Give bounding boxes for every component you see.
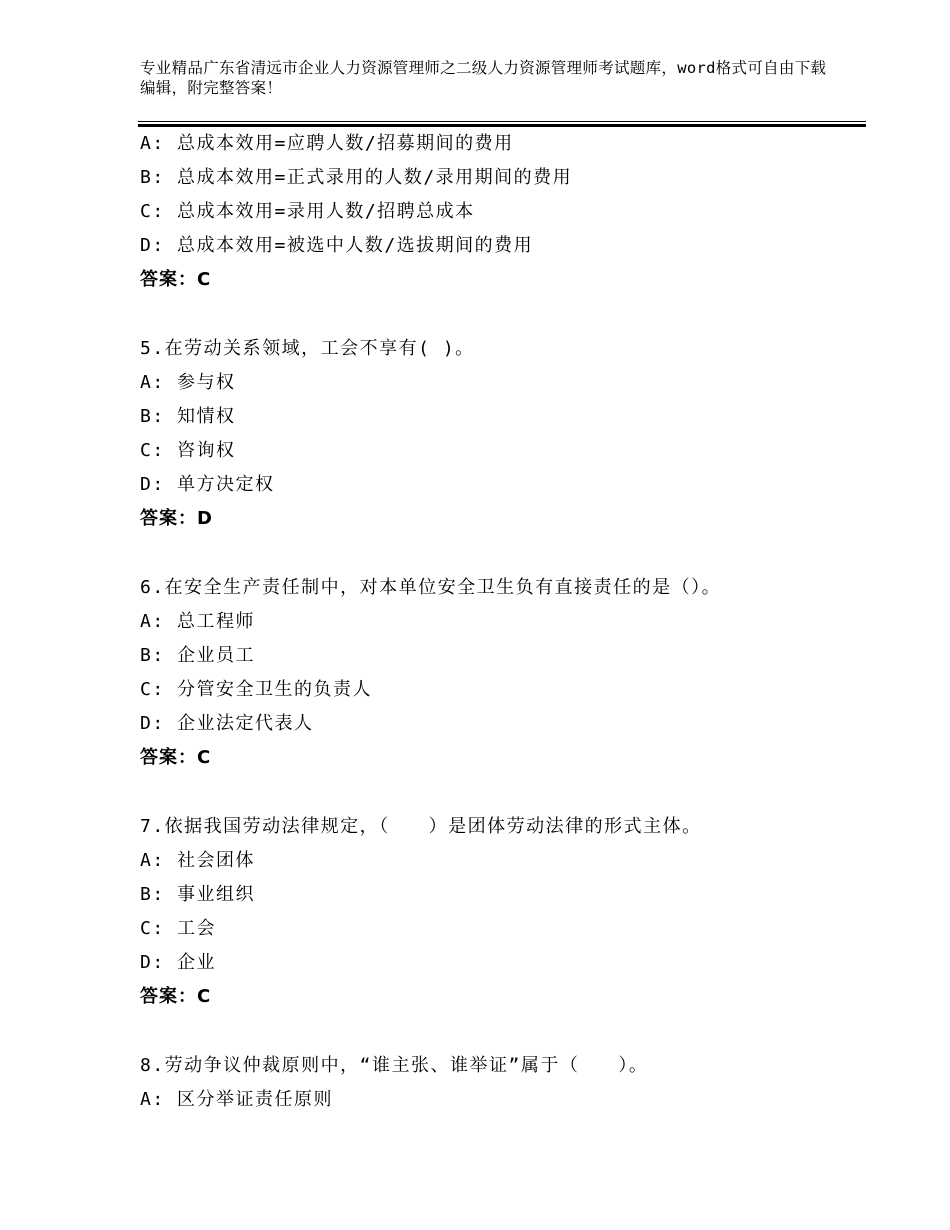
question-text: 6.在安全生产责任制中，对本单位安全卫生负有直接责任的是（）。 (140, 577, 722, 598)
option-a: A: 参与权 (140, 372, 236, 393)
question-list (140, 127, 860, 1117)
option-b: B: 企业员工 (140, 645, 256, 666)
question-text: 5.在劳动关系领域，工会不享有( )。 (140, 338, 475, 359)
option-a: A: 社会团体 (140, 850, 256, 871)
question-text: 7.依据我国劳动法律规定，（ ）是团体劳动法律的形式主体。 (140, 816, 702, 837)
question-text: 8.劳动争议仲裁原则中，“谁主张、谁举证”属于（ ）。 (140, 1055, 649, 1076)
question-block-5 (140, 332, 860, 536)
option-d: D: 单方决定权 (140, 474, 275, 495)
option-a: A: 总工程师 (140, 611, 256, 632)
answer: 答案：C (140, 986, 212, 1007)
option-c: C: 总成本效用=录用人数/招聘总成本 (140, 201, 475, 222)
option-c: C: 分管安全卫生的负责人 (140, 679, 373, 700)
option-d: D: 企业 (140, 952, 217, 973)
document-header: 专业精品广东省清远市企业人力资源管理师之二级人力资源管理师考试题库，word格式可自由下载编辑，附完整答案！ (140, 59, 827, 97)
option-b: B: 事业组织 (140, 884, 256, 905)
header-rule-thin (138, 121, 866, 122)
option-a: A: 总成本效用=应聘人数/招募期间的费用 (140, 133, 514, 154)
question-block-6 (140, 571, 860, 775)
option-b: B: 总成本效用=正式录用的人数/录用期间的费用 (140, 167, 573, 188)
answer: 答案：D (140, 508, 213, 529)
question-block-7 (140, 810, 860, 1014)
answer: 答案：C (140, 747, 212, 768)
option-c: C: 工会 (140, 918, 217, 939)
option-a: A: 区分举证责任原则 (140, 1089, 334, 1110)
option-b: B: 知情权 (140, 406, 236, 427)
answer: 答案：C (140, 269, 212, 290)
question-block-8 (140, 1049, 860, 1117)
option-d: D: 企业法定代表人 (140, 713, 314, 734)
option-c: C: 咨询权 (140, 440, 236, 461)
option-d: D: 总成本效用=被选中人数/选拔期间的费用 (140, 235, 534, 256)
question-block-4 (140, 127, 860, 297)
